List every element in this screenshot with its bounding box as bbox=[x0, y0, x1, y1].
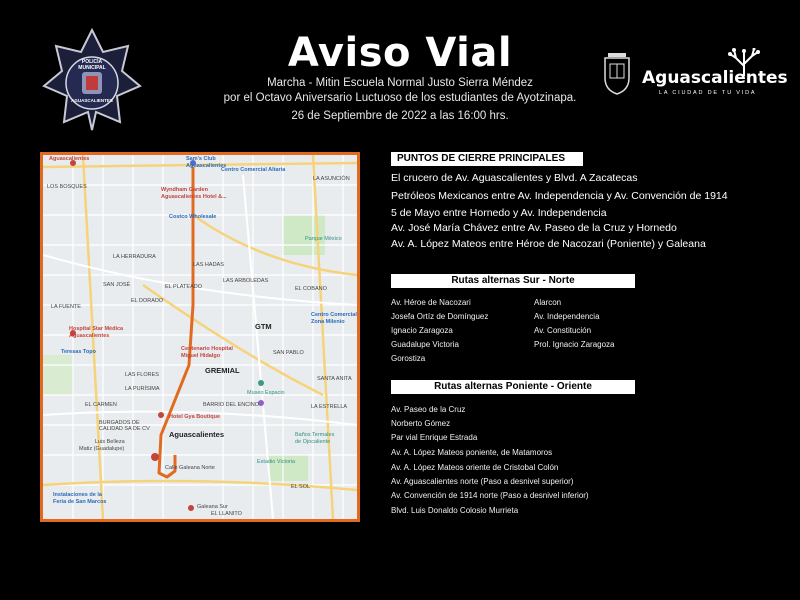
map-label: LA HERRADURA bbox=[113, 254, 156, 260]
map-label: GREMIAL bbox=[205, 366, 240, 375]
map-label: EL PLATEADO bbox=[165, 284, 202, 290]
route-po-item: Blvd. Luis Donaldo Colosio Murrieta bbox=[391, 506, 519, 515]
map-label: BURGADOS DE bbox=[99, 420, 140, 426]
map-label: LA ASUNCIÓN bbox=[313, 176, 350, 182]
route-sn-left: Ignacio Zaragoza bbox=[391, 326, 453, 335]
map-label: Parque México bbox=[305, 236, 342, 242]
map-label: SANTA ANITA bbox=[317, 376, 352, 382]
police-star-badge-icon bbox=[42, 28, 142, 132]
closure-item: El crucero de Av. Aguascalientes y Blvd. A Zacatecas bbox=[391, 172, 638, 184]
map-label: Galeana Sur bbox=[197, 504, 228, 510]
page-title: Aviso Vial bbox=[287, 30, 513, 76]
route-sn-right: Prol. Ignacio Zaragoza bbox=[534, 340, 615, 349]
route-sn-left: Guadalupe Victoria bbox=[391, 340, 459, 349]
map-label: Museo Espacio bbox=[247, 390, 285, 396]
subtitle-line-1: Marcha - Mitin Escuela Normal Justo Sierra Méndez bbox=[267, 77, 533, 89]
map-label: LAS ARBOLEDAS bbox=[223, 278, 269, 284]
map-label: EL LLANITO bbox=[211, 511, 242, 517]
police-badge bbox=[42, 28, 142, 132]
route-po-item: Norberto Gómez bbox=[391, 419, 451, 428]
closures-heading: PUNTOS DE CIERRE PRINCIPALES bbox=[391, 152, 583, 166]
map-label: Instalaciones de la bbox=[53, 492, 102, 498]
map-label: Hospital Star Médica bbox=[69, 326, 124, 332]
map-label: EL CARMEN bbox=[85, 402, 117, 408]
closure-item: Petróleos Mexicanos entre Av. Independencia y Av. Convención de 1914 bbox=[391, 190, 728, 202]
map-label: Hotel Gya Boutique bbox=[169, 414, 221, 420]
route-sn-right: Alarcon bbox=[534, 298, 562, 307]
municipal-shield-icon bbox=[602, 52, 632, 96]
badge-text-top: POLICÍA MUNICIPAL bbox=[78, 59, 106, 71]
date-line: 26 de Septiembre de 2022 a las 16:00 hrs. bbox=[291, 110, 509, 122]
route-po-item: Av. Paseo de la Cruz bbox=[391, 405, 466, 414]
map-label: Calle Galeana Norte bbox=[165, 465, 215, 471]
closure-item: Av. José María Chávez entre Av. Paseo de la Cruz y Hornedo bbox=[391, 222, 677, 234]
map-label: Aguascalientes bbox=[169, 430, 225, 439]
route-po-item: Av. Aguascalientes norte (Paso a desnivel superior) bbox=[391, 477, 574, 486]
routes-sn-heading: Rutas alternas Sur - Norte bbox=[391, 274, 635, 288]
map-label: Centenario Hospital bbox=[181, 346, 233, 352]
map-label: SAN JOSÉ bbox=[103, 282, 131, 288]
route-po-item: Av. Convención de 1914 norte (Paso a desnivel inferior) bbox=[391, 491, 589, 500]
map-label: Aguascalientes bbox=[186, 163, 227, 169]
map-label: LOS BOSQUES bbox=[47, 184, 87, 190]
route-po-item: Par vial Enrique Estrada bbox=[391, 433, 478, 442]
subtitle-line-2: por el Octavo Aniversario Luctuoso de los estudiantes de Ayotzinapa. bbox=[223, 92, 577, 104]
map-label: Miguel Hidalgo bbox=[181, 353, 221, 359]
map-label: LAS HADAS bbox=[193, 262, 224, 268]
map-label: Feria de San Marcos bbox=[53, 499, 107, 505]
map-label: Centro Comercial Altaria bbox=[221, 167, 286, 173]
route-sn-right: Av. Independencia bbox=[534, 312, 600, 321]
map-label: LA PURÍSIMA bbox=[125, 386, 160, 392]
route-map bbox=[40, 152, 360, 522]
map-label: Aguascalientes Hotel &... bbox=[161, 194, 227, 200]
map-label: Sam's Club bbox=[186, 156, 216, 162]
map-label: BARRIO DEL ENCINO bbox=[203, 402, 260, 408]
map-label: Baños Termales bbox=[295, 432, 335, 438]
map-label: Wyndham Garden bbox=[161, 187, 208, 193]
badge-text-bottom: AGUASCALIENTES bbox=[71, 98, 113, 103]
route-sn-left: Av. Héroe de Nacozari bbox=[391, 298, 471, 307]
map-label: Costco Wholesale bbox=[169, 214, 217, 220]
closure-item: Av. A. López Mateos entre Héroe de Nacozari (Poniente) y Galeana bbox=[391, 238, 706, 250]
route-sn-left: Josefa Ortíz de Domínguez bbox=[391, 312, 489, 321]
map-label: LA ESTRELLA bbox=[311, 404, 348, 410]
map-label: Aguascalientes bbox=[49, 156, 90, 162]
brand-tagline: LA CIUDAD DE TU VIDA bbox=[659, 90, 757, 96]
map-label: Aguascalientes bbox=[69, 333, 110, 339]
map-label: Matiz (Guadalupe) bbox=[79, 446, 125, 452]
map-label: LAS FLORES bbox=[125, 372, 159, 378]
map-label: GTM bbox=[255, 322, 272, 331]
map-label: Estadio Victoria bbox=[257, 459, 296, 465]
map-label: LA FUENTE bbox=[51, 304, 81, 310]
route-sn-right: Av. Constitución bbox=[534, 326, 592, 335]
brand-name: Aguascalientes bbox=[642, 68, 788, 88]
map-label: Teresas Topo bbox=[61, 349, 96, 355]
map-label: EL SOL bbox=[291, 484, 311, 490]
map-label: EL COBANO bbox=[295, 286, 327, 292]
map-label: de Ojocaliente bbox=[295, 439, 331, 445]
map-label: Luis Belleza bbox=[95, 439, 125, 445]
brand-logo bbox=[642, 48, 788, 100]
map-label: Zona Milenio bbox=[311, 319, 345, 325]
map-label: CALIDAD SA DE CV bbox=[99, 426, 150, 432]
route-po-item: Av. A. López Mateos oriente de Cristobal Colón bbox=[391, 463, 559, 472]
routes-po-heading: Rutas alternas Poniente - Oriente bbox=[391, 380, 635, 394]
map-label: Centro Comercial bbox=[311, 312, 357, 318]
closure-item: 5 de Mayo entre Hornedo y Av. Independencia bbox=[391, 207, 607, 219]
map-label: EL DORADO bbox=[131, 298, 164, 304]
map-label: SAN PABLO bbox=[273, 350, 304, 356]
route-sn-left: Gorostiza bbox=[391, 354, 426, 363]
route-po-item: Av. A. López Mateos poniente, de Matamoros bbox=[391, 448, 553, 457]
